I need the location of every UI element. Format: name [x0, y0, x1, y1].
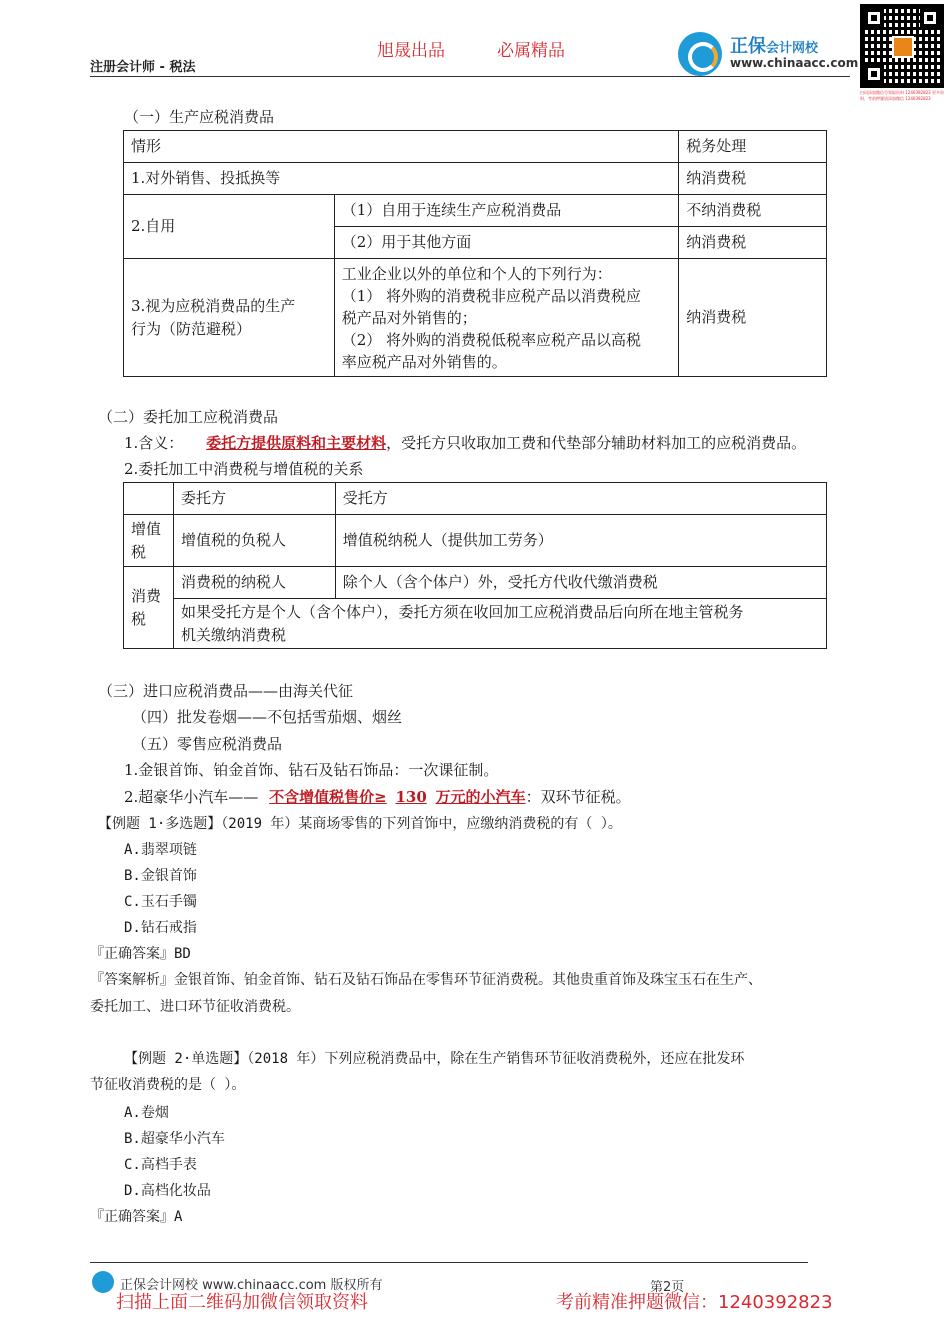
- cell-line: 率应税产品对外销售的。: [341, 352, 507, 371]
- qr-caption: 扫码添加微信号领取资料 1240392823 更多资料，考前押题请添加微信 1240392823: [860, 90, 944, 101]
- table-row: [124, 515, 827, 567]
- course-title: 注册会计师 - 税法: [90, 60, 196, 75]
- header-cell: 税务处理: [679, 131, 827, 163]
- example2-option: D.高档化妆品: [124, 1183, 211, 1199]
- table-row: [124, 483, 827, 515]
- cell-line: 行为（防范避税）: [131, 319, 252, 338]
- footer-promo-right: 考前精准押题微信：1240392823: [556, 1292, 833, 1313]
- example2-answer: 『正确答案』A: [90, 1209, 183, 1225]
- example1-option: A.翡翠项链: [124, 842, 197, 858]
- cell: 消费税的纳税人: [173, 567, 335, 599]
- cell: 增值税的负税人: [173, 515, 335, 567]
- table-row: [124, 567, 827, 599]
- example2-question: 节征收消费税的是（ ）。: [90, 1077, 246, 1093]
- footer-divider: [90, 1262, 808, 1263]
- cell: [124, 567, 174, 649]
- cell: 纳消费税: [679, 259, 827, 377]
- header-slogan-right: 必属精品: [497, 41, 565, 61]
- cell: （2）用于其他方面: [334, 227, 678, 259]
- cell: [124, 259, 335, 377]
- cell-line: 税: [131, 542, 147, 561]
- qr-code-icon: [860, 4, 944, 88]
- example2-option: C.高档手表: [124, 1157, 197, 1173]
- logo-name: 正保: [730, 36, 766, 57]
- cell-line: （1） 将外购的消费税非应税产品以消费税应: [341, 286, 642, 305]
- example2-option: B.超豪华小汽车: [124, 1131, 225, 1147]
- header-cell: 委托方: [173, 483, 335, 515]
- example1-answer: 『正确答案』BD: [90, 946, 191, 962]
- cell-line: 消费: [131, 586, 162, 605]
- definition-prefix: 1.含义：: [124, 434, 184, 452]
- cell: （1）自用于连续生产应税消费品: [334, 195, 678, 227]
- table-row: [124, 163, 827, 195]
- item2-highlight-unit: 万元的小汽车: [435, 788, 526, 806]
- example2-option: A.卷烟: [124, 1105, 169, 1121]
- cell: 纳消费税: [679, 163, 827, 195]
- definition-line: [124, 432, 806, 453]
- table-row: [124, 131, 827, 163]
- cell: 1.对外销售、投抵换等: [124, 163, 679, 195]
- header-cell: 受托方: [335, 483, 826, 515]
- example1-analysis: 『答案解析』金银首饰、铂金首饰、钻石及钻石饰品在零售环节征消费税。其他贵重首饰及珠宝玉石在生产、: [90, 972, 762, 988]
- item2-highlight-number: 130: [395, 788, 427, 806]
- cell-line: 税产品对外销售的；: [341, 308, 477, 327]
- example1-analysis: 委托加工、进口环节征收消费税。: [90, 999, 300, 1015]
- cell-line: 工业企业以外的单位和个人的下列行为：: [341, 264, 612, 283]
- cell-line: 3.视为应税消费品的生产: [131, 296, 296, 315]
- footer-copyright: 正保会计网校 www.chinaacc.com 版权所有: [120, 1278, 383, 1293]
- retail-item-2: [124, 786, 631, 807]
- cell-line: 机关缴纳消费税: [180, 625, 286, 644]
- cell: [124, 515, 174, 567]
- retail-heading: （五）零售应税消费品: [132, 735, 283, 753]
- item2-highlight: 不含增值税售价≥: [269, 788, 387, 806]
- example1-question: 【例题 1·多选题】（2019 年）某商场零售的下列首饰中，应缴纳消费税的有（ ）。: [98, 816, 622, 832]
- cell: [173, 599, 826, 649]
- cell: 不纳消费税: [679, 195, 827, 227]
- import-heading: （三）进口应税消费品——由海关代征: [98, 682, 354, 700]
- page-number: 第2页: [650, 1280, 685, 1295]
- example1-option: D.钻石戒指: [124, 920, 197, 936]
- chinaacc-logo: [678, 30, 858, 74]
- processing-table: [123, 482, 827, 649]
- retail-item-1: 1.金银首饰、铂金首饰、钻石及钻石饰品：一次课征制。: [124, 761, 499, 779]
- item2-prefix: 2.超豪华小汽车——: [124, 788, 259, 806]
- item2-rest: ：双环节征税。: [525, 788, 631, 806]
- definition-rest: ，受托方只收取加工费和代垫部分辅助材料加工的应税消费品。: [386, 434, 807, 452]
- logo-url: www.chinaacc.com: [730, 56, 859, 70]
- header-slogan-left: 旭晟出品: [377, 41, 445, 61]
- cell: [334, 259, 678, 377]
- example1-option: C.玉石手镯: [124, 894, 197, 910]
- logo-icon: [678, 32, 722, 76]
- definition-highlight: 委托方提供原料和主要材料: [206, 434, 387, 452]
- cell-line: 税: [131, 609, 147, 628]
- production-table: [123, 130, 827, 377]
- wholesale-heading: （四）批发卷烟——不包括雪茄烟、烟丝: [132, 708, 403, 726]
- header-cell: 情形: [124, 131, 679, 163]
- table-row: [124, 259, 827, 377]
- example1-option: B.金银首饰: [124, 868, 197, 884]
- table-row: [124, 195, 827, 227]
- table-row: [124, 599, 827, 649]
- example2-question: 【例题 2·单选题】（2018 年）下列应税消费品中，除在生产销售环节征收消费税外，还应在批发环: [124, 1051, 745, 1067]
- cell: 纳消费税: [679, 227, 827, 259]
- cell-line: 如果受托方是个人（含个体户），委托方须在收回加工应税消费品后向所在地主管税务: [180, 602, 744, 621]
- cell-line: 增值: [131, 519, 162, 538]
- cell: 除个人（含个体户）外，受托方代收代缴消费税: [335, 567, 826, 599]
- header-cell: [124, 483, 174, 515]
- cell: 增值税纳税人（提供加工劳务）: [335, 515, 826, 567]
- cell: 2.自用: [124, 195, 335, 259]
- cell-line: （2） 将外购的消费税低税率应税产品以高税: [341, 330, 642, 349]
- footer-promo-left: 扫描上面二维码加微信领取资料: [116, 1292, 368, 1313]
- logo-name-small: 会计网校: [766, 41, 819, 56]
- section1-title: （一）生产应税消费品: [124, 108, 275, 126]
- footer-logo-icon: [92, 1271, 114, 1293]
- header-divider: [90, 76, 850, 77]
- section2-title: （二）委托加工应税消费品: [98, 408, 279, 426]
- relation-title: 2.委托加工中消费税与增值税的关系: [124, 460, 364, 478]
